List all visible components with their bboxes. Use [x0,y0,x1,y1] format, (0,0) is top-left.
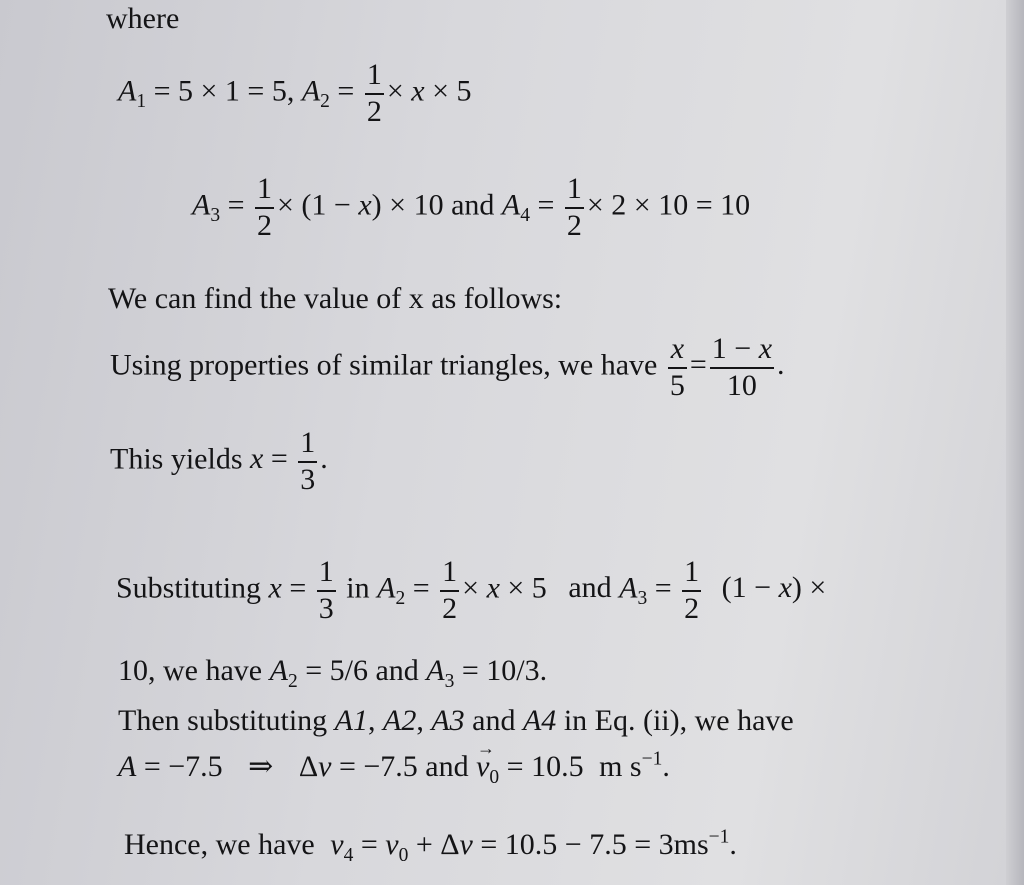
then-substituting-line: Then substituting A1, A2, A3 and A4 in Eq. (ii), we have [118,704,794,737]
fraction-one-half: $\frac{1}{2}$ [366,58,382,128]
page-edge-shadow [1006,0,1024,885]
in-word: in [346,571,370,605]
find-x-text: We can find the value of x as follows: [108,282,563,315]
equation-a3-a4: $A_3$ = $\frac{1}{2}$ × (1 − x) × 10 and $A_4$ = $\frac{1}{2}$ × 2 × 10 = 10 [192,172,751,242]
similar-triangles-line [110,332,785,403]
equation-similar: $\frac{x}{5}$ = $\frac{1 - x}{10}$ . [669,332,785,402]
final-equation: $v_4 = v_0 + \Delta v = 10.5 - 7.5 = 3ms^{-1}$. [330,826,737,866]
result-equation: A = −7.5 ⇒ Δv = −7.5 and → $v_0 = 10.5$ m $s^{-1}$. [118,752,670,782]
yields-text: This yields [110,442,243,476]
final-line [124,826,737,866]
substituting-line: Substituting x = $\frac{1}{3}$ in $A_2$ = $\frac{1}{2}$ × x × 5 and $A_3$ = $\frac{1}{2}$ (1 − x) × [116,555,827,625]
eq-ii-text: in Eq. (ii), we have [563,704,794,737]
equation-x-value: x = $\frac{1}{3}$ . [250,426,328,496]
substitution-result: 10, we have $A_2 = 5/6$ and $A_3 = 10/3$. [118,654,548,692]
then-substituting-text: Then substituting [118,704,328,737]
similar-triangles-text: Using properties of similar triangles, we have [110,348,658,382]
yields-line [110,426,328,497]
and-word: and [568,571,612,605]
hence-text: Hence, we have [124,828,315,861]
equation-a1-a2: $A_1 = 5 \times 1 = 5$, $A_2$ = $\frac{1}{2}$ × x × 5 [118,58,472,128]
where-text: where [106,2,180,35]
substituting-word: Substituting [116,571,262,605]
